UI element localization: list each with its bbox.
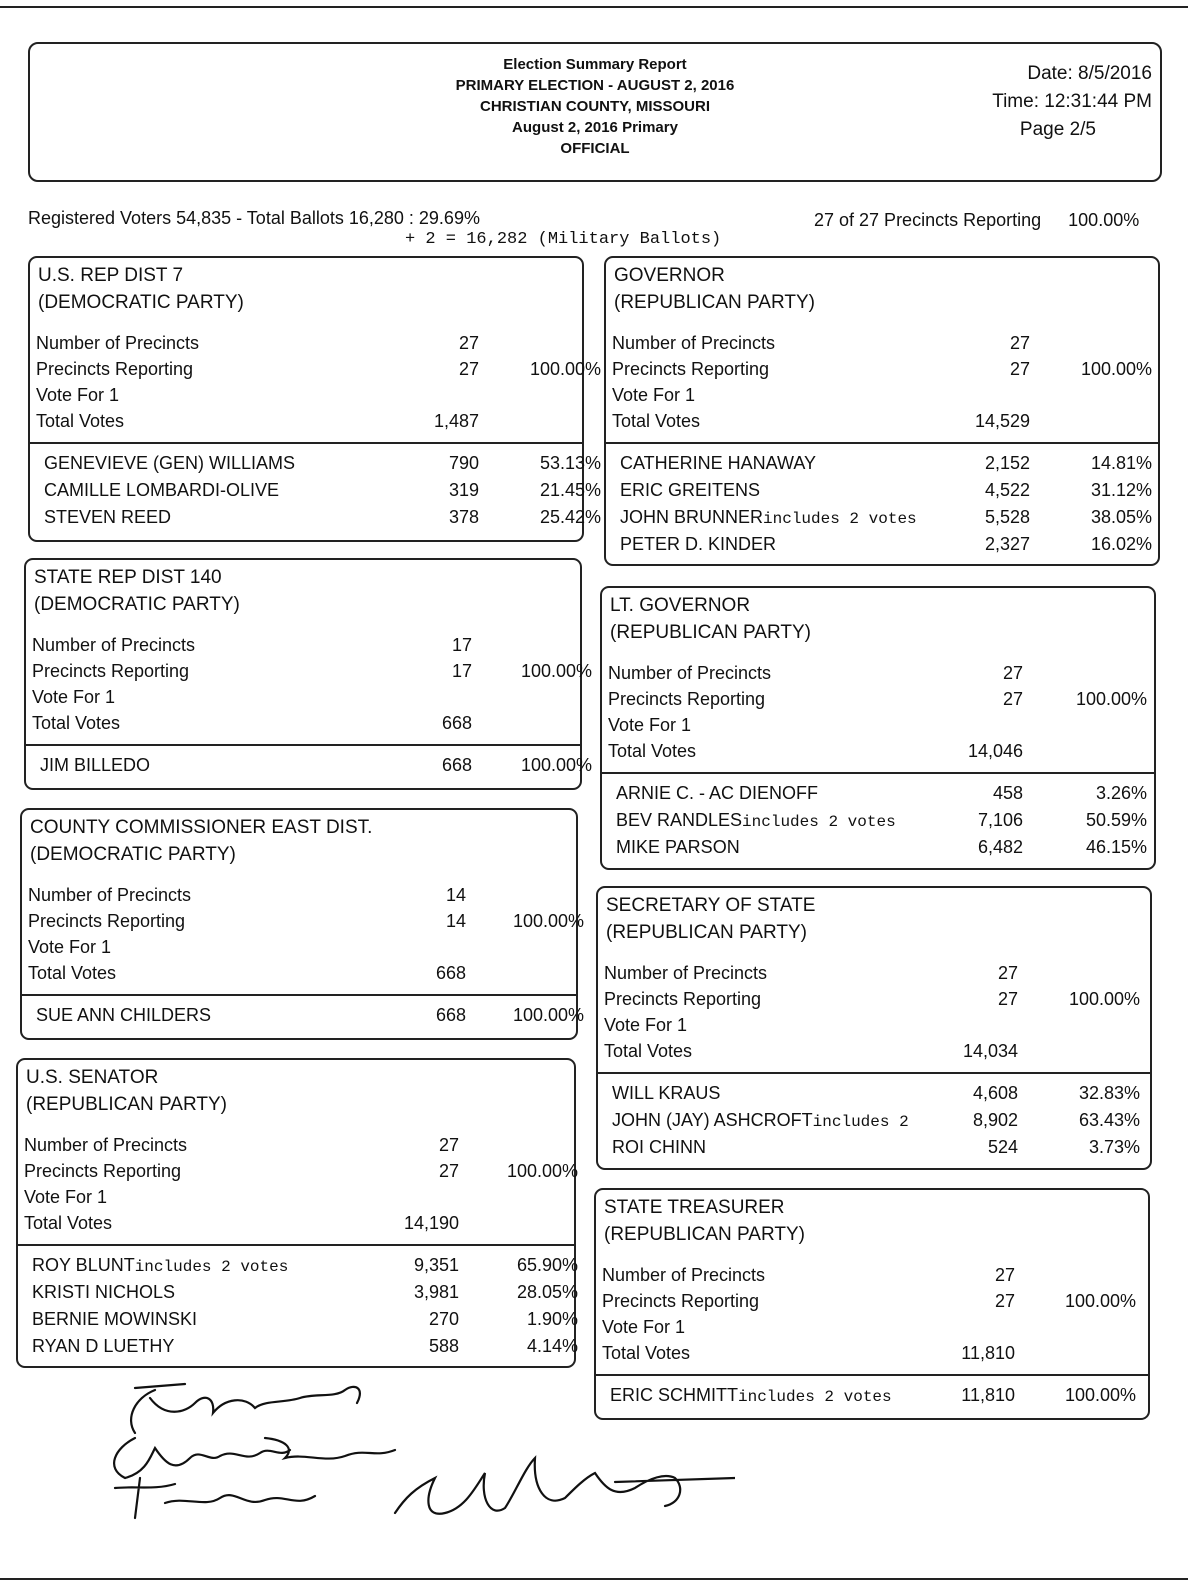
candidate-pct: 100.00% bbox=[1064, 1385, 1136, 1405]
number-of-precincts-label: Number of Precincts bbox=[32, 635, 196, 655]
candidate-note: includes 2 votes bbox=[763, 510, 917, 528]
vote-for-row bbox=[28, 934, 570, 960]
total-votes-label: Total Votes bbox=[28, 963, 117, 983]
race-box-sos bbox=[596, 886, 1152, 1170]
number-of-precincts-value: 27 bbox=[1002, 663, 1023, 683]
candidate-votes: 319 bbox=[448, 480, 479, 500]
precincts-reporting-label: Precincts Reporting bbox=[24, 1161, 182, 1181]
vote-for-label: Vote For 1 bbox=[28, 937, 112, 957]
candidate-name-text: ARNIE C. - AC DIENOFF bbox=[616, 783, 819, 803]
candidate-name bbox=[616, 780, 818, 806]
candidate-name-text: RYAN D LUETHY bbox=[32, 1336, 175, 1356]
precincts-reporting-text: 27 of 27 Precincts Reporting bbox=[814, 210, 1042, 230]
candidate-name-text: ROI CHINN bbox=[612, 1137, 706, 1157]
results-divider bbox=[18, 1244, 574, 1246]
total-votes-row bbox=[24, 1210, 568, 1236]
precincts-reporting-value: 27 bbox=[438, 1161, 459, 1181]
candidate-pct: 63.43% bbox=[1078, 1110, 1140, 1130]
candidate-name bbox=[620, 504, 917, 532]
total-votes-label: Total Votes bbox=[24, 1213, 113, 1233]
candidate-name-text: MIKE PARSON bbox=[616, 837, 740, 857]
race-title bbox=[614, 262, 815, 316]
precincts-reporting-row bbox=[608, 686, 1148, 712]
total-votes-row bbox=[608, 738, 1148, 764]
race-box-commish bbox=[20, 808, 584, 1040]
precincts-reporting-label: Precincts Reporting bbox=[602, 1291, 760, 1311]
page-number: Page 2/5 bbox=[1019, 119, 1096, 140]
candidate-pct: 25.42% bbox=[539, 507, 601, 527]
candidate-pct: 28.05% bbox=[516, 1282, 578, 1302]
results-divider bbox=[26, 744, 580, 746]
results-divider bbox=[30, 442, 582, 444]
total-votes-value: 14,529 bbox=[974, 411, 1030, 431]
report-header bbox=[28, 42, 1162, 182]
candidate-name bbox=[612, 1107, 909, 1135]
total-votes-value: 668 bbox=[441, 713, 472, 733]
candidate-row bbox=[612, 504, 1152, 530]
bottom-rule bbox=[0, 1578, 1188, 1580]
precincts-reporting-pct: 100.00% bbox=[520, 661, 592, 681]
number-of-precincts-row bbox=[604, 960, 1144, 986]
total-votes-label: Total Votes bbox=[604, 1041, 693, 1061]
precincts-reporting-value: 27 bbox=[1009, 359, 1030, 379]
race-title bbox=[34, 564, 240, 618]
candidate-pct: 3.26% bbox=[1095, 783, 1147, 803]
candidate-votes: 6,482 bbox=[977, 837, 1023, 857]
total-votes-label: Total Votes bbox=[32, 713, 121, 733]
race-box-staterep bbox=[24, 558, 592, 790]
candidate-name bbox=[620, 477, 760, 503]
race-title bbox=[30, 814, 372, 868]
total-votes-row bbox=[604, 1038, 1144, 1064]
precincts-reporting-label: Precincts Reporting bbox=[28, 911, 186, 931]
candidate-votes: 270 bbox=[428, 1309, 459, 1329]
vote-for-label: Vote For 1 bbox=[604, 1015, 688, 1035]
race-party: (REPUBLICAN PARTY) bbox=[614, 292, 815, 313]
number-of-precincts-value: 27 bbox=[994, 1265, 1015, 1285]
candidate-pct: 100.00% bbox=[512, 1005, 584, 1025]
candidate-row bbox=[604, 1107, 1144, 1133]
county-name: CHRISTIAN COUNTY, MISSOURI bbox=[479, 98, 710, 115]
candidate-votes: 8,902 bbox=[972, 1110, 1018, 1130]
race-box-usrep bbox=[28, 256, 601, 542]
vote-for-label: Vote For 1 bbox=[32, 687, 116, 707]
vote-for-row bbox=[32, 684, 574, 710]
vote-for-row bbox=[608, 712, 1148, 738]
candidate-row bbox=[24, 1252, 578, 1278]
number-of-precincts-value: 27 bbox=[997, 963, 1018, 983]
candidate-votes: 790 bbox=[448, 453, 479, 473]
candidate-name bbox=[44, 504, 171, 530]
candidate-votes: 11,810 bbox=[961, 1385, 1015, 1405]
results-divider bbox=[602, 772, 1154, 774]
candidate-name bbox=[44, 477, 279, 503]
race-party: (REPUBLICAN PARTY) bbox=[26, 1094, 227, 1115]
candidate-name bbox=[32, 1333, 174, 1359]
race-office: STATE TREASURER bbox=[604, 1197, 785, 1218]
header-titles bbox=[30, 54, 1160, 159]
results-divider bbox=[596, 1374, 1148, 1376]
race-title bbox=[606, 892, 815, 946]
candidate-row bbox=[28, 1002, 584, 1028]
results-divider bbox=[22, 994, 576, 996]
candidate-row bbox=[32, 752, 592, 778]
vote-for-row bbox=[602, 1314, 1142, 1340]
vote-for-label: Vote For 1 bbox=[602, 1317, 686, 1337]
number-of-precincts-row bbox=[28, 882, 570, 908]
race-box-ltgov bbox=[600, 586, 1156, 870]
race-title bbox=[26, 1064, 227, 1118]
candidate-votes: 2,152 bbox=[984, 453, 1030, 473]
candidate-pct: 46.15% bbox=[1085, 837, 1147, 857]
candidate-name bbox=[620, 531, 776, 557]
total-votes-label: Total Votes bbox=[602, 1343, 691, 1363]
vote-for-label: Vote For 1 bbox=[36, 385, 120, 405]
candidate-pct: 31.12% bbox=[1090, 480, 1152, 500]
number-of-precincts-value: 17 bbox=[451, 635, 472, 655]
candidate-name-text: GENEVIEVE (GEN) WILLIAMS bbox=[44, 453, 296, 473]
candidate-votes: 668 bbox=[441, 755, 472, 775]
candidate-votes: 7,106 bbox=[977, 810, 1023, 830]
vote-for-row bbox=[612, 382, 1152, 408]
race-party: (DEMOCRATIC PARTY) bbox=[38, 292, 244, 313]
race-box-governor bbox=[604, 256, 1160, 566]
total-votes-row bbox=[28, 960, 570, 986]
precincts-reporting-value: 14 bbox=[445, 911, 466, 931]
precincts-reporting-label: Precincts Reporting bbox=[608, 689, 766, 709]
precincts-reporting-value: 17 bbox=[451, 661, 472, 681]
total-votes-label: Total Votes bbox=[36, 411, 125, 431]
official-status: OFFICIAL bbox=[560, 140, 630, 157]
precincts-reporting-value: 27 bbox=[458, 359, 479, 379]
precincts-reporting-pct: 100.00% bbox=[1075, 689, 1147, 709]
candidate-row bbox=[612, 531, 1152, 557]
precincts-reporting-label: Precincts Reporting bbox=[604, 989, 762, 1009]
race-party: (DEMOCRATIC PARTY) bbox=[34, 594, 240, 615]
precincts-reporting-pct: 100.00% bbox=[1064, 1291, 1136, 1311]
report-time: Time: 12:31:44 PM bbox=[992, 91, 1152, 112]
number-of-precincts-row bbox=[608, 660, 1148, 686]
header-meta bbox=[992, 60, 1152, 144]
number-of-precincts-row bbox=[32, 632, 574, 658]
primary-name: August 2, 2016 Primary bbox=[512, 119, 678, 136]
total-votes-value: 14,046 bbox=[967, 741, 1023, 761]
candidate-name bbox=[32, 1306, 197, 1332]
candidate-name-text: WILL KRAUS bbox=[612, 1083, 721, 1103]
candidate-pct: 32.83% bbox=[1078, 1083, 1140, 1103]
total-votes-label: Total Votes bbox=[612, 411, 701, 431]
race-party: (DEMOCRATIC PARTY) bbox=[30, 844, 236, 865]
total-votes-value: 1,487 bbox=[433, 411, 479, 431]
candidate-votes: 4,608 bbox=[972, 1083, 1018, 1103]
number-of-precincts-label: Number of Precincts bbox=[608, 663, 772, 683]
candidate-name-text: STEVEN REED bbox=[44, 507, 172, 527]
precincts-reporting-value: 27 bbox=[994, 1291, 1015, 1311]
number-of-precincts-label: Number of Precincts bbox=[602, 1265, 766, 1285]
race-office: LT. GOVERNOR bbox=[610, 595, 751, 616]
candidate-row bbox=[24, 1279, 578, 1305]
candidate-name-text: ERIC SCHMITT bbox=[610, 1385, 738, 1405]
number-of-precincts-value: 14 bbox=[445, 885, 466, 905]
precincts-reporting-pct: 100.00% bbox=[1080, 359, 1152, 379]
candidate-votes: 588 bbox=[428, 1336, 459, 1356]
candidate-row bbox=[604, 1134, 1144, 1160]
registered-voters-summary: Registered Voters 54,835 - Total Ballots 16,280 : 29.69% bbox=[28, 208, 480, 228]
candidate-row bbox=[24, 1333, 578, 1359]
candidate-pct: 65.90% bbox=[516, 1255, 578, 1275]
military-ballots-note: + 2 = 16,282 (Military Ballots) bbox=[405, 230, 722, 249]
precincts-reporting-pct: 100.00% bbox=[512, 911, 584, 931]
total-votes-value: 11,810 bbox=[961, 1343, 1015, 1363]
number-of-precincts-value: 27 bbox=[1009, 333, 1030, 353]
candidate-note: includes 2 bbox=[812, 1113, 909, 1131]
candidate-pct: 1.90% bbox=[526, 1309, 578, 1329]
signatures-image bbox=[95, 1378, 735, 1528]
candidate-name-text: ERIC GREITENS bbox=[620, 480, 761, 500]
candidate-row bbox=[36, 477, 601, 503]
candidate-name bbox=[620, 450, 816, 476]
precincts-reporting-label: Precincts Reporting bbox=[36, 359, 194, 379]
race-office: U.S. SENATOR bbox=[26, 1067, 159, 1088]
race-party: (REPUBLICAN PARTY) bbox=[606, 922, 807, 943]
candidate-name-text: JOHN BRUNNER bbox=[620, 507, 764, 527]
candidate-name bbox=[32, 1252, 288, 1280]
candidate-pct: 53.13% bbox=[539, 453, 601, 473]
total-votes-row bbox=[32, 710, 574, 736]
report-date: Date: 8/5/2016 bbox=[1027, 63, 1152, 84]
race-title bbox=[604, 1194, 805, 1248]
race-office: SECRETARY OF STATE bbox=[606, 895, 816, 916]
vote-for-label: Vote For 1 bbox=[608, 715, 692, 735]
number-of-precincts-value: 27 bbox=[458, 333, 479, 353]
candidate-pct: 38.05% bbox=[1090, 507, 1152, 527]
total-votes-value: 14,190 bbox=[403, 1213, 459, 1233]
number-of-precincts-label: Number of Precincts bbox=[24, 1135, 188, 1155]
candidate-votes: 378 bbox=[448, 507, 479, 527]
precincts-reporting-pct: 100.00% bbox=[529, 359, 601, 379]
number-of-precincts-label: Number of Precincts bbox=[604, 963, 768, 983]
precincts-reporting-row bbox=[36, 356, 601, 382]
precincts-reporting-pct: 100.00% bbox=[1068, 210, 1140, 230]
candidate-name-text: JOHN (JAY) ASHCROFT bbox=[612, 1110, 813, 1130]
candidate-votes: 524 bbox=[987, 1137, 1018, 1157]
vote-for-row bbox=[24, 1184, 568, 1210]
candidate-row bbox=[612, 450, 1152, 476]
candidate-name-text: CATHERINE HANAWAY bbox=[620, 453, 817, 473]
race-office: U.S. REP DIST 7 bbox=[38, 265, 184, 286]
precincts-reporting-value: 27 bbox=[997, 989, 1018, 1009]
precincts-reporting-row bbox=[604, 986, 1144, 1012]
candidate-name bbox=[616, 807, 896, 835]
candidate-row bbox=[608, 780, 1148, 806]
results-divider bbox=[606, 442, 1158, 444]
candidate-name bbox=[36, 1002, 211, 1028]
results-divider bbox=[598, 1072, 1150, 1074]
candidate-votes: 9,351 bbox=[413, 1255, 459, 1275]
race-party: (REPUBLICAN PARTY) bbox=[604, 1224, 805, 1245]
candidate-name bbox=[612, 1134, 706, 1160]
candidate-pct: 4.14% bbox=[526, 1336, 578, 1356]
race-office: GOVERNOR bbox=[614, 265, 725, 286]
race-title bbox=[610, 592, 811, 646]
vote-for-row bbox=[604, 1012, 1144, 1038]
number-of-precincts-label: Number of Precincts bbox=[612, 333, 776, 353]
candidate-pct: 21.45% bbox=[539, 480, 601, 500]
vote-for-label: Vote For 1 bbox=[24, 1187, 108, 1207]
candidate-row bbox=[608, 834, 1148, 860]
precincts-reporting-row bbox=[612, 356, 1152, 382]
number-of-precincts-row bbox=[612, 330, 1152, 356]
precincts-reporting-row bbox=[602, 1288, 1142, 1314]
candidate-name bbox=[40, 752, 150, 778]
total-votes-label: Total Votes bbox=[608, 741, 697, 761]
candidate-note: includes 2 votes bbox=[742, 813, 896, 831]
precincts-reporting-value: 27 bbox=[1002, 689, 1023, 709]
vote-for-label: Vote For 1 bbox=[612, 385, 696, 405]
candidate-pct: 14.81% bbox=[1090, 453, 1152, 473]
candidate-row bbox=[36, 450, 601, 476]
candidate-name-text: SUE ANN CHILDERS bbox=[36, 1005, 212, 1025]
precincts-reporting-label: Precincts Reporting bbox=[612, 359, 770, 379]
precincts-reporting-row bbox=[32, 658, 592, 684]
race-title bbox=[38, 262, 244, 316]
number-of-precincts-row bbox=[24, 1132, 568, 1158]
candidate-name-text: JIM BILLEDO bbox=[40, 755, 151, 775]
total-votes-row bbox=[36, 408, 576, 434]
candidate-votes: 2,327 bbox=[984, 534, 1030, 554]
number-of-precincts-row bbox=[602, 1262, 1142, 1288]
total-votes-value: 14,034 bbox=[962, 1041, 1018, 1061]
candidate-pct: 3.73% bbox=[1088, 1137, 1140, 1157]
candidate-pct: 50.59% bbox=[1085, 810, 1147, 830]
candidate-row bbox=[608, 807, 1148, 833]
precincts-reporting-summary bbox=[814, 210, 1139, 231]
candidate-row bbox=[36, 504, 601, 530]
total-votes-row bbox=[612, 408, 1152, 434]
number-of-precincts-row bbox=[36, 330, 576, 356]
number-of-precincts-label: Number of Precincts bbox=[28, 885, 192, 905]
candidate-name-text: ROY BLUNT bbox=[32, 1255, 135, 1275]
precincts-reporting-row bbox=[28, 908, 584, 934]
candidate-row bbox=[612, 477, 1152, 503]
precincts-reporting-row bbox=[24, 1158, 578, 1184]
top-rule bbox=[0, 6, 1188, 8]
candidate-name bbox=[32, 1279, 175, 1305]
candidate-name bbox=[44, 450, 295, 476]
candidate-note: includes 2 votes bbox=[738, 1388, 892, 1406]
report-title: Election Summary Report bbox=[503, 56, 687, 73]
race-party: (REPUBLICAN PARTY) bbox=[610, 622, 811, 643]
candidate-name bbox=[612, 1080, 720, 1106]
candidate-name bbox=[616, 834, 740, 860]
candidate-pct: 16.02% bbox=[1090, 534, 1152, 554]
candidate-votes: 458 bbox=[992, 783, 1023, 803]
candidate-name-text: BERNIE MOWINSKI bbox=[32, 1309, 198, 1329]
election-name: PRIMARY ELECTION - AUGUST 2, 2016 bbox=[455, 77, 735, 94]
total-votes-value: 668 bbox=[435, 963, 466, 983]
race-office: COUNTY COMMISSIONER EAST DIST. bbox=[30, 817, 373, 838]
candidate-name-text: CAMILLE LOMBARDI-OLIVE bbox=[44, 480, 280, 500]
number-of-precincts-value: 27 bbox=[438, 1135, 459, 1155]
precincts-reporting-pct: 100.00% bbox=[506, 1161, 578, 1181]
candidate-name-text: KRISTI NICHOLS bbox=[32, 1282, 176, 1302]
candidate-row bbox=[604, 1080, 1144, 1106]
candidate-votes: 3,981 bbox=[413, 1282, 459, 1302]
candidate-name-text: PETER D. KINDER bbox=[620, 534, 777, 554]
precincts-reporting-label: Precincts Reporting bbox=[32, 661, 190, 681]
race-office: STATE REP DIST 140 bbox=[34, 567, 222, 588]
candidate-votes: 668 bbox=[435, 1005, 466, 1025]
candidate-votes: 4,522 bbox=[984, 480, 1030, 500]
candidate-row bbox=[24, 1306, 578, 1332]
candidate-note: includes 2 votes bbox=[134, 1258, 289, 1276]
vote-for-row bbox=[36, 382, 576, 408]
number-of-precincts-label: Number of Precincts bbox=[36, 333, 200, 353]
precincts-reporting-pct: 100.00% bbox=[1068, 989, 1140, 1009]
race-box-senator bbox=[16, 1058, 576, 1368]
candidate-pct: 100.00% bbox=[520, 755, 592, 775]
candidate-votes: 5,528 bbox=[984, 507, 1030, 527]
total-votes-row bbox=[602, 1340, 1142, 1366]
candidate-name-text: BEV RANDLES bbox=[616, 810, 743, 830]
